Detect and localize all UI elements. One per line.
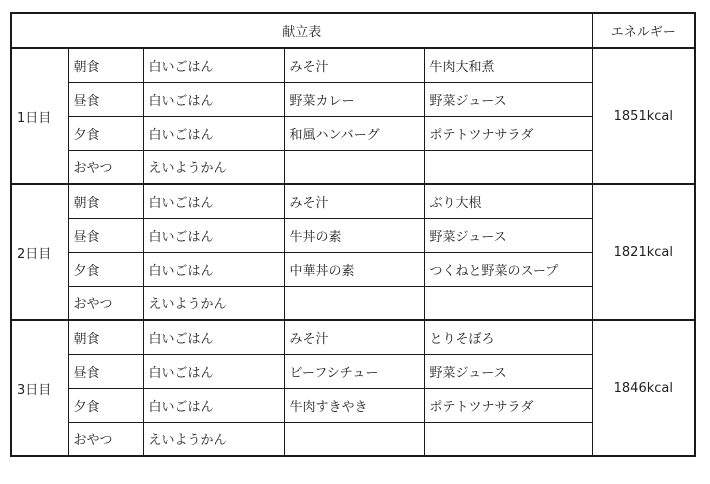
- dish-cell: [284, 422, 424, 456]
- dish-cell: [424, 150, 592, 184]
- dish-cell: ポテトツナサラダ: [424, 116, 592, 150]
- day-label: 3日目: [11, 320, 68, 456]
- meal-label: 昼食: [68, 354, 143, 388]
- meal-label: 昼食: [68, 82, 143, 116]
- dish-cell: ポテトツナサラダ: [424, 388, 592, 422]
- dish-cell: 牛肉大和煮: [424, 48, 592, 82]
- dish-cell: 白いごはん: [143, 48, 284, 82]
- dish-cell: えいようかん: [143, 422, 284, 456]
- dish-cell: [284, 150, 424, 184]
- dish-cell: 野菜カレー: [284, 82, 424, 116]
- dish-cell: みそ汁: [284, 48, 424, 82]
- table-row: [11, 184, 695, 218]
- meal-label: 夕食: [68, 388, 143, 422]
- dish-cell: 野菜ジュース: [424, 354, 592, 388]
- meal-label: おやつ: [68, 286, 143, 320]
- meal-label: 朝食: [68, 184, 143, 218]
- day-label: 1日目: [11, 48, 68, 184]
- dish-cell: 野菜ジュース: [424, 82, 592, 116]
- dish-cell: 中華丼の素: [284, 252, 424, 286]
- header-row: [11, 13, 695, 48]
- dish-cell: 白いごはん: [143, 218, 284, 252]
- dish-cell: [424, 286, 592, 320]
- table-row: [11, 48, 695, 82]
- dish-cell: みそ汁: [284, 320, 424, 354]
- dish-cell: 和風ハンバーグ: [284, 116, 424, 150]
- meal-label: 朝食: [68, 320, 143, 354]
- dish-cell: 白いごはん: [143, 320, 284, 354]
- dish-cell: 牛丼の素: [284, 218, 424, 252]
- menu-title: 献立表: [11, 13, 592, 48]
- dish-cell: 白いごはん: [143, 82, 284, 116]
- energy-title: エネルギー: [592, 13, 695, 48]
- meal-label: おやつ: [68, 150, 143, 184]
- meal-label: 夕食: [68, 116, 143, 150]
- dish-cell: 白いごはん: [143, 184, 284, 218]
- meal-label: 昼食: [68, 218, 143, 252]
- meal-label: おやつ: [68, 422, 143, 456]
- dish-cell: つくねと野菜のスープ: [424, 252, 592, 286]
- dish-cell: みそ汁: [284, 184, 424, 218]
- table-row: [11, 320, 695, 354]
- energy-value: 1846kcal: [592, 320, 695, 456]
- dish-cell: 白いごはん: [143, 354, 284, 388]
- dish-cell: 野菜ジュース: [424, 218, 592, 252]
- dish-cell: ビーフシチュー: [284, 354, 424, 388]
- dish-cell: えいようかん: [143, 150, 284, 184]
- day-label: 2日目: [11, 184, 68, 320]
- dish-cell: [424, 422, 592, 456]
- dish-cell: 白いごはん: [143, 116, 284, 150]
- menu-table: [10, 12, 696, 457]
- dish-cell: ぶり大根: [424, 184, 592, 218]
- dish-cell: えいようかん: [143, 286, 284, 320]
- dish-cell: [284, 286, 424, 320]
- meal-label: 朝食: [68, 48, 143, 82]
- energy-value: 1821kcal: [592, 184, 695, 320]
- dish-cell: とりそぼろ: [424, 320, 592, 354]
- meal-label: 夕食: [68, 252, 143, 286]
- energy-value: 1851kcal: [592, 48, 695, 184]
- dish-cell: 白いごはん: [143, 252, 284, 286]
- dish-cell: 牛肉すきやき: [284, 388, 424, 422]
- dish-cell: 白いごはん: [143, 388, 284, 422]
